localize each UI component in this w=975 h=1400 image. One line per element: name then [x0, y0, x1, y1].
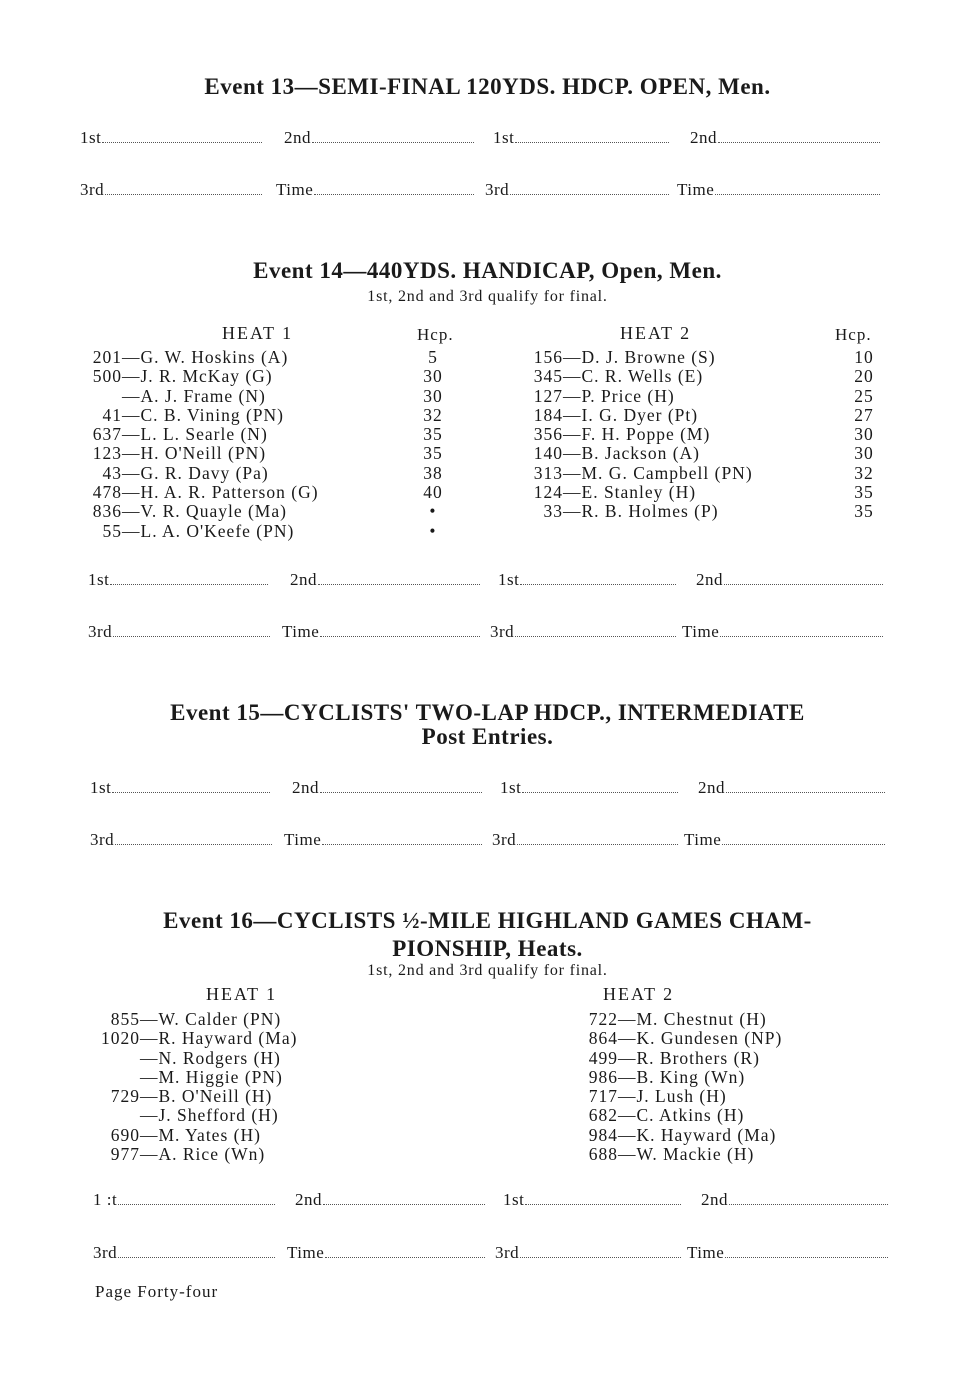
dotted-line [515, 622, 676, 637]
list-item: 729—B. O'Neill (H) [110, 1086, 273, 1107]
list-item: 986—B. King (Wn) [588, 1066, 746, 1087]
list-item: 201—G. W. Hoskins (A) 5 [92, 347, 438, 367]
result-slot[interactable]: 1 :t [93, 1190, 275, 1210]
event16-heat1-heading: HEAT 1 [206, 984, 278, 1004]
dotted-line [515, 128, 669, 143]
event14-results-row2 [88, 622, 883, 644]
event16-title: Event 16—CYCLISTS ½-MILE HIGHLAND GAMES CHAM- [163, 908, 812, 933]
event14-heat2-list [525, 348, 885, 522]
dotted-line [102, 128, 262, 143]
event14-heat1-hcp-heading: Hcp. [417, 325, 454, 344]
dotted-line [318, 570, 480, 585]
event14-title: Event 14—440YDS. HANDICAP, Open, Men. [253, 258, 722, 283]
list-item: 356—F. H. Poppe (M) 30 [533, 424, 874, 445]
event14-results-row1 [88, 570, 883, 592]
event14-heat1-list [80, 348, 480, 541]
result-slot[interactable]: 1st [90, 778, 270, 798]
result-slot[interactable]: 1st [503, 1190, 681, 1210]
result-slot[interactable]: Time [687, 1243, 888, 1263]
result-slot[interactable]: 3rd [88, 622, 270, 642]
result-slot[interactable]: 2nd [701, 1190, 888, 1210]
list-item: 123—H. O'Neill (PN) 35 [92, 443, 443, 464]
dotted-line [525, 1190, 681, 1205]
dotted-line [312, 128, 474, 143]
dotted-line [725, 1243, 888, 1258]
dotted-line [522, 778, 678, 793]
dotted-line [720, 622, 883, 637]
dotted-line [320, 778, 482, 793]
result-slot[interactable]: 1st [493, 128, 669, 148]
result-slot[interactable]: Time [284, 830, 482, 850]
dotted-line [112, 778, 270, 793]
result-slot[interactable]: Time [677, 180, 880, 200]
result-slot[interactable]: 1st [80, 128, 262, 148]
result-slot[interactable]: Time [276, 180, 474, 200]
dotted-line [118, 1190, 275, 1205]
list-item: 41—C. B. Vining (PN) 32 [102, 404, 443, 425]
list-item: 156—D. J. Browne (S) 10 [533, 347, 874, 367]
dotted-line [722, 830, 885, 845]
dotted-line [113, 622, 270, 637]
dotted-line [510, 180, 669, 195]
list-item: 184—I. G. Dyer (Pt) 27 [533, 404, 874, 425]
result-slot[interactable]: 2nd [690, 128, 880, 148]
event14-note: 1st, 2nd and 3rd qualify for final. [367, 288, 608, 305]
event16-heat2-list [580, 1010, 880, 1164]
result-slot[interactable]: Time [682, 622, 883, 642]
event16-results-row2 [93, 1243, 888, 1265]
list-item: —N. Rodgers (H) [140, 1047, 281, 1068]
event16-results-row1 [93, 1190, 888, 1212]
result-slot[interactable]: 2nd [290, 570, 480, 590]
list-item: 864—K. Gundesen (NP) [588, 1028, 783, 1049]
dotted-line [118, 1243, 275, 1258]
event13-results-row2 [80, 180, 880, 202]
list-item: 637—L. L. Searle (N) 35 [92, 424, 443, 445]
result-slot[interactable]: Time [287, 1243, 485, 1263]
list-item: 855—W. Calder (PN) [110, 1009, 282, 1029]
result-slot[interactable]: 1st [88, 570, 268, 590]
result-slot[interactable]: 2nd [292, 778, 482, 798]
dotted-line [323, 1190, 485, 1205]
event13-title: Event 13—SEMI-FINAL 120YDS. HDCP. OPEN, Men. [204, 74, 771, 99]
dotted-line [320, 622, 480, 637]
list-item: —M. Higgie (PN) [140, 1066, 283, 1087]
event15-subtitle: Post Entries. [421, 724, 554, 749]
event13-results-row1 [80, 128, 880, 150]
list-item: 984—K. Hayward (Ma) [588, 1124, 777, 1145]
result-slot[interactable]: 2nd [698, 778, 885, 798]
list-item: 722—M. Chestnut (H) [588, 1009, 767, 1029]
result-slot[interactable]: 2nd [295, 1190, 485, 1210]
list-item: 717—J. Lush (H) [588, 1086, 727, 1107]
result-slot[interactable]: Time [282, 622, 480, 642]
event16-heat1-list [90, 1010, 420, 1164]
list-item: 33—R. B. Holmes (P) 35 [543, 501, 874, 522]
dotted-line [325, 1243, 485, 1258]
event15-title: Event 15—CYCLISTS' TWO-LAP HDCP., INTERMEDIATE [170, 700, 805, 725]
list-item: 690—M. Yates (H) [110, 1124, 261, 1145]
result-slot[interactable]: 3rd [80, 180, 262, 200]
dotted-line [314, 180, 474, 195]
dotted-line [724, 570, 883, 585]
list-item: —A. J. Frame (N) 30 [122, 385, 443, 406]
result-slot[interactable]: 3rd [495, 1243, 681, 1263]
dotted-line [715, 180, 880, 195]
page-number: Page Forty-four [95, 1282, 219, 1301]
list-item: 688—W. Mackie (H) [588, 1144, 755, 1165]
list-item: 1020—R. Hayward (Ma) [101, 1028, 298, 1049]
list-item: 43—G. R. Davy (Pa) 38 [102, 462, 443, 483]
event16-note: 1st, 2nd and 3rd qualify for final. [367, 962, 608, 979]
event14-heat2-hcp-heading: Hcp. [835, 325, 872, 344]
list-item: 127—P. Price (H) 25 [533, 385, 874, 406]
list-item: 682—C. Atkins (H) [588, 1105, 745, 1126]
result-slot[interactable]: 3rd [492, 830, 678, 850]
event14-heat1-heading: HEAT 1 [222, 323, 294, 343]
list-item: 313—M. G. Campbell (PN) 32 [533, 462, 874, 483]
list-item: 977—A. Rice (Wn) [110, 1144, 266, 1165]
result-slot[interactable]: Time [684, 830, 885, 850]
dotted-line [110, 570, 268, 585]
dotted-line [520, 1243, 681, 1258]
dotted-line [322, 830, 482, 845]
list-item: 124—E. Stanley (H) 35 [533, 482, 874, 503]
list-item: 140—B. Jackson (A) 30 [533, 443, 874, 464]
list-item: 345—C. R. Wells (E) 20 [533, 366, 874, 387]
list-item: 500—J. R. McKay (G) 30 [92, 366, 443, 387]
event14-heat2-heading: HEAT 2 [620, 323, 692, 343]
dotted-line [105, 180, 262, 195]
event16-heat2-heading: HEAT 2 [603, 984, 675, 1004]
result-slot[interactable]: 1st [500, 778, 678, 798]
list-item: —J. Shefford (H) [140, 1105, 279, 1126]
event15-results-row2 [90, 830, 885, 852]
result-slot[interactable]: 1st [498, 570, 676, 590]
dotted-line [729, 1190, 888, 1205]
list-item: 478—H. A. R. Patterson (G) 40 [92, 482, 443, 503]
list-item: 499—R. Brothers (R) [588, 1047, 760, 1068]
dotted-line [517, 830, 678, 845]
dotted-line [115, 830, 272, 845]
list-item: 836—V. R. Quayle (Ma) • [92, 501, 437, 522]
event16-title-continued: PIONSHIP, Heats. [392, 936, 583, 961]
result-slot[interactable]: 3rd [490, 622, 676, 642]
event15-results-row1 [90, 778, 885, 800]
dotted-line [726, 778, 885, 793]
dotted-line [718, 128, 880, 143]
result-slot[interactable]: 3rd [93, 1243, 275, 1263]
result-slot[interactable]: 3rd [90, 830, 272, 850]
result-slot[interactable]: 2nd [284, 128, 474, 148]
list-item: 55—L. A. O'Keefe (PN) • [102, 520, 437, 541]
result-slot[interactable]: 3rd [485, 180, 669, 200]
dotted-line [520, 570, 676, 585]
result-slot[interactable]: 2nd [696, 570, 883, 590]
